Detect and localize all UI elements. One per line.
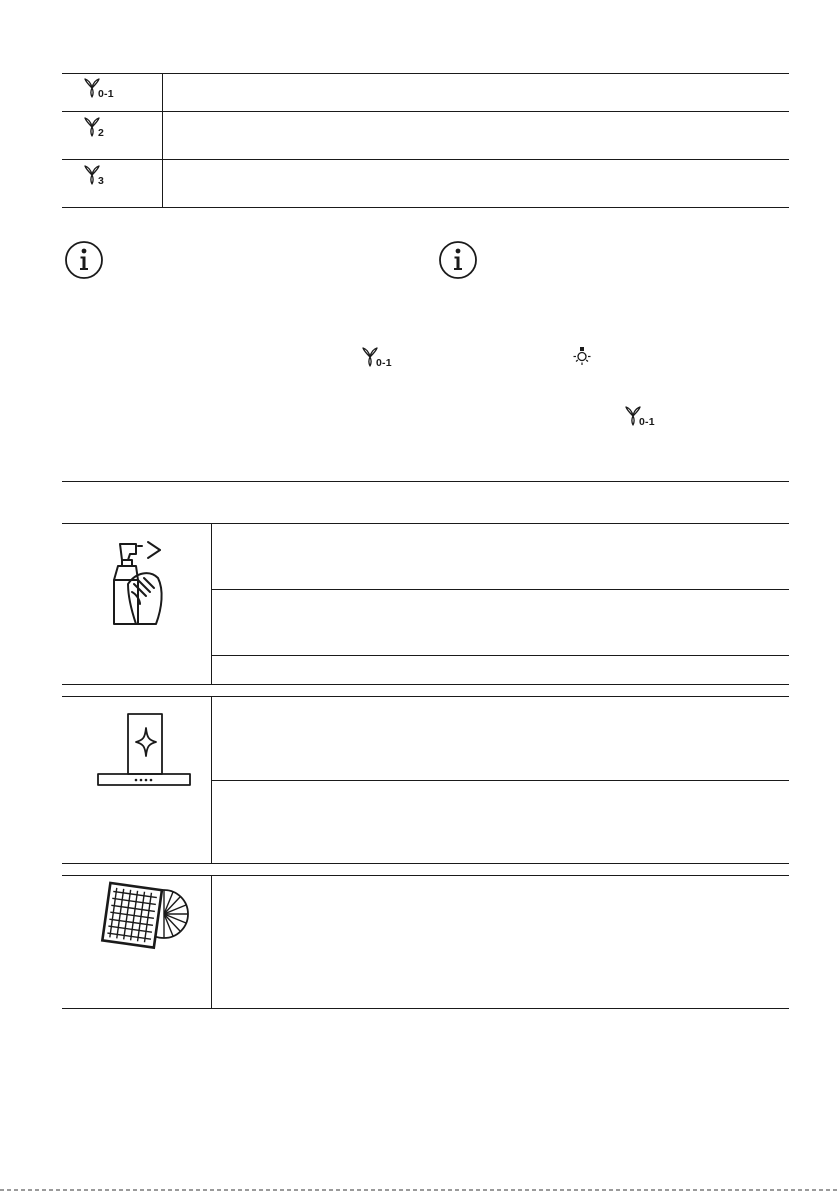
fan-speed-label: 0-1 <box>639 416 655 428</box>
section-divider <box>62 481 789 482</box>
spray-cleaning-icon <box>106 540 166 628</box>
light-icon <box>572 346 592 366</box>
fan-speed-label: 0-1 <box>376 357 392 369</box>
fan-speed-label: 0-1 <box>98 88 114 100</box>
grease-and-charcoal-filter-icon <box>100 880 196 952</box>
info-icon <box>64 240 104 280</box>
page-edge-marks <box>0 1189 840 1191</box>
cooker-hood-icon <box>96 712 192 788</box>
fan-speed-label: 2 <box>98 127 105 139</box>
info-icon <box>438 240 478 280</box>
fan-speed-label: 3 <box>98 175 105 187</box>
